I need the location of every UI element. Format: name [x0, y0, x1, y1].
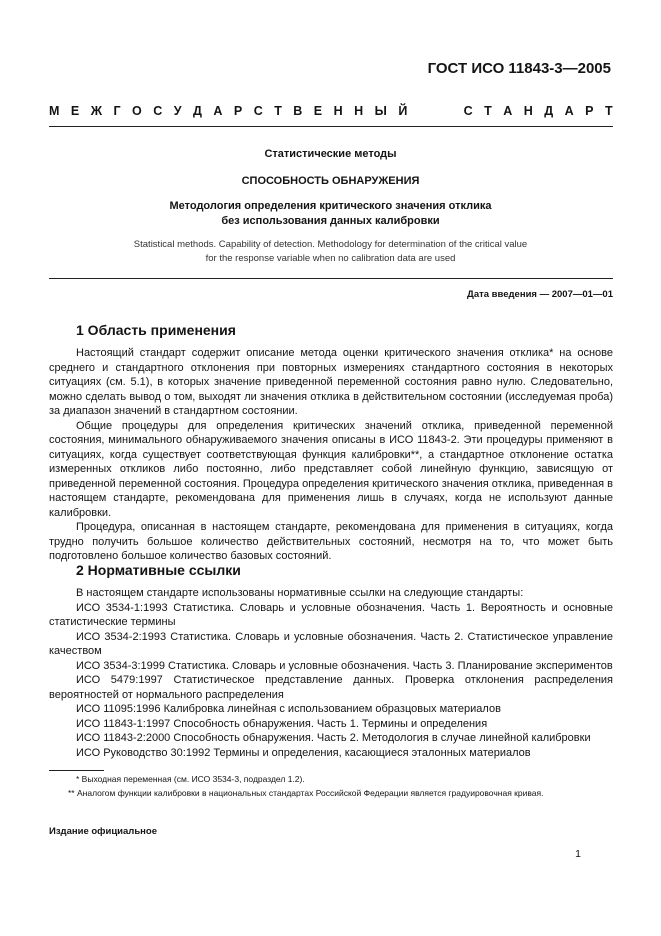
interstate-letter: Д [193, 104, 202, 118]
interstate-letter: С [253, 104, 263, 118]
references-intro: В настоящем стандарте использованы нормативные ссылки на следующие стандарты: [76, 587, 524, 599]
reference-item: ИСО 3534-2:1993 Статистика. Словарь и условные обозначения. Часть 2. Статистическое управление качеством [49, 630, 613, 657]
reference-item: ИСО 5479:1997 Статистическое представление данных. Проверка отклонения распределения вероятностей от нормального распределения [49, 674, 613, 701]
standard-letter: Т [484, 104, 492, 118]
section-2-heading: 2 Нормативные ссылки [76, 562, 241, 578]
normative-references [49, 586, 613, 760]
document-number: ГОСТ ИСО 11843-3—2005 [427, 60, 611, 77]
section-1-paragraph: Процедура, описанная в настоящем стандарте, рекомендована для применения в ситуациях, когда трудно получить большое количество действительных состояний, несмотря на то, что может быть подготовлено большое количество базовых состояний. [49, 521, 613, 562]
section-1-paragraph: Общие процедуры для определения критических значений отклика, приведенной переменной состояния, минимального обнаруживаемого значения описаны в ИСО 11843-2. Эти процедуры применяют в ситуациях, когда существует соответствующая функция калибровки**, а стандартное отклонение остатка измеренных откликов либо постоянно, либо представляет собой линейную функцию, зависящую от приведенной переменной состояния. Процедура определения критического значения отклика, приведенная в настоящем стандарте, рекомендована для применения лишь в случаях, когда не используют данные калибровки. [49, 419, 613, 519]
footnote-1: * Выходная переменная (см. ИСО 3534-3, подраздел 1.2). [76, 774, 305, 784]
interstate-letter: Е [313, 104, 323, 118]
standard-letter: Р [585, 104, 594, 118]
header-rule [49, 126, 613, 127]
section-1-heading: 1 Область применения [76, 322, 236, 338]
footnote-2: ** Аналогом функции калибровки в национальных стандартах Российской Федерации является градуировочная кривая. [68, 788, 544, 798]
reference-item: ИСО Руководство 30:1992 Термины и определения, касающиеся эталонных материалов [76, 746, 531, 759]
interstate-letter: Н [354, 104, 364, 118]
word-gap [434, 104, 437, 118]
standard-category: Статистические методы [264, 148, 397, 160]
english-title [60, 238, 601, 266]
english-title-line-2: for the response variable when no calibration data are used [205, 253, 456, 264]
interstate-letter: У [173, 104, 182, 118]
title-rule [49, 278, 613, 279]
section-1-body [49, 346, 613, 564]
subtitle-line-2: без использования данных калибровки [221, 215, 440, 227]
interstate-letter: А [213, 104, 223, 118]
english-title-line-1: Statistical methods. Capability of detection. Methodology for determination of the critical value [133, 239, 528, 250]
interstate-letter: В [293, 104, 303, 118]
interstate-letter: С [153, 104, 163, 118]
footnote-separator [49, 770, 104, 771]
interstate-letter: Р [233, 104, 243, 118]
interstate-letter: Ж [90, 104, 103, 118]
standard-letter: А [503, 104, 513, 118]
interstate-letter: Й [398, 104, 408, 118]
interstate-letter: Н [333, 104, 343, 118]
interstate-letter: Т [274, 104, 282, 118]
interstate-letter: М [49, 104, 60, 118]
standard-letter: Д [544, 104, 554, 118]
standard-letter: С [463, 104, 473, 118]
standard-letter: Т [604, 104, 613, 118]
subtitle-line-1: Методология определения критического значения отклика [169, 200, 492, 212]
standard-main-title: СПОСОБНОСТЬ ОБНАРУЖЕНИЯ [241, 175, 420, 187]
reference-item: ИСО 3534-1:1993 Статистика. Словарь и условные обозначения. Часть 1. Вероятность и основные статистические термины [49, 601, 613, 628]
interstate-letter: Г [113, 104, 121, 118]
official-edition-label: Издание официальное [49, 826, 157, 837]
introduction-date: Дата введения — 2007—01—01 [467, 289, 613, 300]
interstate-letter: Е [70, 104, 80, 118]
word-gap [419, 104, 422, 118]
standard-subtitle [60, 199, 601, 229]
reference-item: ИСО 11843-1:1997 Способность обнаружения. Часть 1. Термины и определения [76, 717, 488, 730]
reference-item: ИСО 11843-2:2000 Способность обнаружения. Часть 2. Методология в случае линейной калибровки [76, 732, 591, 744]
page-number: 1 [575, 848, 581, 860]
interstate-standard-letters [49, 104, 613, 118]
reference-item: ИСО 3534-3:1999 Статистика. Словарь и условные обозначения. Часть 3. Планирование экспериментов [76, 659, 613, 672]
standard-letter: А [564, 104, 574, 118]
word-gap [449, 104, 452, 118]
interstate-letter: О [132, 104, 142, 118]
interstate-standard-banner [49, 104, 613, 118]
section-1-paragraph: Настоящий стандарт содержит описание метода оценки критического значения отклика* на основе среднего и стандартного отклонения при повторных измерениях стандартного состояния в некоторых ситуациях (см. 5.1), в которых значение приведенной переменной состояния равно нулю. Следовательно, можно сделать вывод о том, выходят ли значения отклика в действительном состоянии (исследуемая проба) за диапазон значений в стандартном состоянии. [49, 347, 613, 417]
reference-item: ИСО 11095:1996 Калибровка линейная с использованием образцовых материалов [76, 703, 501, 715]
interstate-letter: Ы [374, 104, 387, 118]
standard-letter: Н [523, 104, 533, 118]
